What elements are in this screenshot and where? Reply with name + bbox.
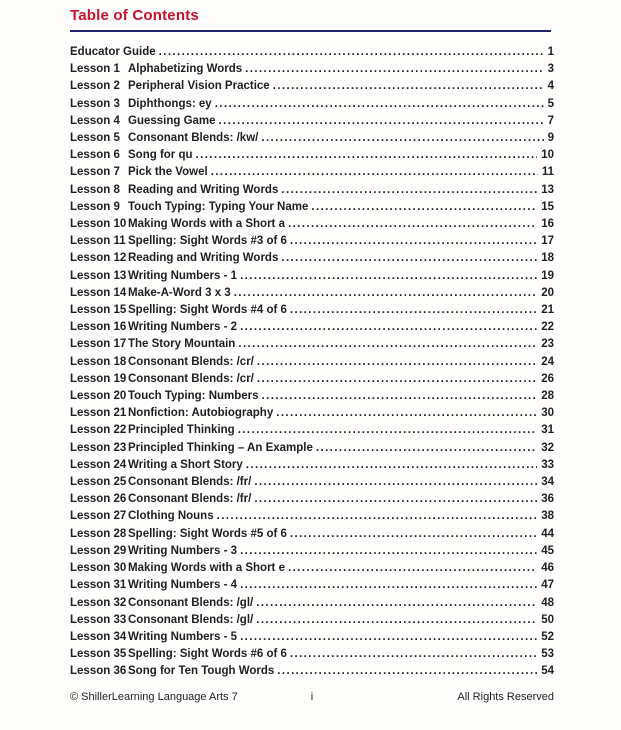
- page-number: 54: [541, 665, 554, 678]
- toc-entry: [70, 216, 554, 233]
- entry-title: Writing Numbers - 2: [128, 321, 238, 334]
- toc-entry: [70, 612, 554, 629]
- page-number: 31: [541, 424, 554, 437]
- entry-title: Consonant Blends: /cr/: [128, 355, 254, 368]
- toc-entry: [70, 250, 554, 267]
- entry-title: Song for Ten Tough Words: [128, 665, 275, 678]
- page-number: 28: [541, 390, 554, 403]
- page-number: 48: [541, 596, 554, 609]
- toc-entry: [70, 646, 554, 663]
- lesson-number: Lesson 36: [70, 665, 127, 678]
- dot-leader: [288, 216, 537, 233]
- lesson-number: Lesson 25: [70, 476, 127, 489]
- page-number: 5: [547, 97, 554, 110]
- entry-title: Pick the Vowel: [128, 166, 208, 179]
- footer-page-number: i: [310, 691, 314, 703]
- dot-leader: [217, 508, 538, 525]
- title-rule: [70, 30, 551, 32]
- dot-leader: [288, 560, 537, 577]
- toc-entry: [70, 354, 554, 371]
- entry-title: Reading and Writing Words: [128, 183, 279, 196]
- page-number: 18: [541, 252, 554, 265]
- entry-title: Principled Thinking – An Example: [128, 441, 313, 454]
- dot-leader: [290, 646, 537, 663]
- entry-title: Alphabetizing Words: [128, 63, 243, 76]
- dot-leader: [240, 577, 537, 594]
- entry-title: Diphthongs: ey: [128, 97, 212, 110]
- dot-leader: [238, 336, 537, 353]
- dot-leader: [261, 130, 543, 147]
- entry-title: Writing Numbers - 1: [128, 269, 238, 282]
- dot-leader: [256, 595, 537, 612]
- toc-entry: [70, 663, 554, 680]
- dot-leader: [316, 440, 537, 457]
- lesson-number: Lesson 17: [70, 338, 127, 351]
- toc-entry: [70, 508, 554, 525]
- entry-title: Consonant Blends: /kw/: [128, 132, 259, 145]
- lesson-number: Lesson 18: [70, 355, 127, 368]
- toc-entry: [70, 182, 554, 199]
- lesson-number: Lesson 22: [70, 424, 127, 437]
- toc-entry: [70, 440, 554, 457]
- page-number: 4: [547, 80, 554, 93]
- dot-leader: [159, 44, 544, 61]
- lesson-number: Lesson 20: [70, 390, 127, 403]
- toc-entry: [70, 96, 554, 113]
- dot-leader: [246, 457, 537, 474]
- entry-title: Spelling: Sight Words #3 of 6: [128, 235, 287, 248]
- lesson-number: Lesson 27: [70, 510, 127, 523]
- toc-entry: [70, 405, 554, 422]
- page-number: 22: [541, 321, 554, 334]
- page-number: 24: [541, 355, 554, 368]
- dot-leader: [290, 526, 537, 543]
- entry-title: Clothing Nouns: [128, 510, 214, 523]
- lesson-number: Lesson 30: [70, 562, 127, 575]
- lesson-number: Lesson 10: [70, 218, 127, 231]
- lesson-number: Lesson 14: [70, 286, 127, 299]
- entry-title: Consonant Blends: /gl/: [128, 596, 254, 609]
- dot-leader: [281, 182, 537, 199]
- toc-entry: [70, 491, 554, 508]
- entry-title: Writing Numbers - 4: [128, 579, 238, 592]
- toc-entry: [70, 422, 554, 439]
- lesson-number: Lesson 9: [70, 200, 120, 213]
- lesson-number: Lesson 3: [70, 97, 120, 110]
- entry-title: Touch Typing: Numbers: [128, 390, 259, 403]
- page-number: 11: [541, 166, 554, 179]
- toc-entry: [70, 147, 554, 164]
- lesson-number: Lesson 7: [70, 166, 120, 179]
- entry-title: Making Words with a Short e: [128, 562, 285, 575]
- page-number: 33: [541, 458, 554, 471]
- entry-title: Spelling: Sight Words #6 of 6: [128, 648, 287, 661]
- toc-entry: [70, 629, 554, 646]
- dot-leader: [211, 164, 538, 181]
- lesson-number: Lesson 26: [70, 493, 127, 506]
- dot-leader: [245, 61, 543, 78]
- entry-title: Song for qu: [128, 149, 193, 162]
- entry-title: Reading and Writing Words: [128, 252, 279, 265]
- page-number: 26: [541, 372, 554, 385]
- dot-leader: [254, 474, 537, 491]
- entry-title: Writing Numbers - 3: [128, 544, 238, 557]
- page-number: 38: [541, 510, 554, 523]
- lesson-number: Lesson 21: [70, 407, 127, 420]
- page-number: 3: [547, 63, 554, 76]
- dot-leader: [277, 663, 537, 680]
- dot-leader: [276, 405, 537, 422]
- toc-entry: [70, 285, 554, 302]
- entry-title: Making Words with a Short a: [128, 218, 285, 231]
- dot-leader: [240, 268, 537, 285]
- page-number: 13: [541, 183, 554, 196]
- toc-entry: [70, 595, 554, 612]
- lesson-number: Lesson 19: [70, 372, 127, 385]
- page-number: 1: [547, 46, 554, 58]
- lesson-number: Lesson 12: [70, 252, 127, 265]
- page-title: Table of Contents: [70, 7, 199, 24]
- toc-list: [70, 44, 554, 681]
- entry-title: The Story Mountain: [128, 338, 236, 351]
- dot-leader: [262, 388, 538, 405]
- dot-leader: [219, 113, 544, 130]
- toc-entry: [70, 526, 554, 543]
- page-number: 45: [541, 544, 554, 557]
- dot-leader: [238, 422, 538, 439]
- lesson-number: Lesson 34: [70, 630, 127, 643]
- entry-title: Peripheral Vision Practice: [128, 80, 270, 93]
- lesson-number: Lesson 32: [70, 596, 127, 609]
- page-number: 52: [541, 630, 554, 643]
- toc-entry: [70, 336, 554, 353]
- toc-entry: [70, 44, 554, 61]
- lesson-number: Lesson 2: [70, 80, 120, 93]
- page-number: 30: [541, 407, 554, 420]
- toc-entry: [70, 113, 554, 130]
- dot-leader: [256, 612, 537, 629]
- toc-entry: [70, 457, 554, 474]
- dot-leader: [196, 147, 538, 164]
- lesson-number: Lesson 31: [70, 579, 127, 592]
- lesson-number: Lesson 15: [70, 304, 127, 317]
- toc-entry: [70, 302, 554, 319]
- lesson-number: Lesson 16: [70, 321, 127, 334]
- lesson-number: Lesson 13: [70, 269, 127, 282]
- entry-title: Touch Typing: Typing Your Name: [128, 200, 309, 213]
- toc-entry: [70, 371, 554, 388]
- dot-leader: [257, 371, 537, 388]
- page-number: 15: [541, 200, 554, 213]
- dot-leader: [254, 491, 537, 508]
- toc-entry: [70, 130, 554, 147]
- entry-title: Make-A-Word 3 x 3: [128, 286, 231, 299]
- entry-title: Consonant Blends: /cr/: [128, 372, 254, 385]
- footer-copyright: © ShillerLearning Language Arts 7: [70, 691, 238, 703]
- lesson-number: Lesson 29: [70, 544, 127, 557]
- toc-entry: [70, 61, 554, 78]
- page-number: 16: [541, 218, 554, 231]
- dot-leader: [290, 302, 537, 319]
- toc-entry: [70, 199, 554, 216]
- page-number: 46: [541, 562, 554, 575]
- dot-leader: [257, 354, 537, 371]
- toc-entry: [70, 233, 554, 250]
- page-number: 53: [541, 648, 554, 661]
- page-number: 19: [541, 269, 554, 282]
- dot-leader: [215, 96, 544, 113]
- toc-entry: [70, 268, 554, 285]
- lesson-number: Lesson 8: [70, 183, 120, 196]
- lesson-number: Lesson 4: [70, 114, 120, 127]
- page-number: 50: [541, 613, 554, 626]
- entry-title: Consonant Blends: /fr/: [128, 493, 252, 506]
- page-number: 21: [541, 304, 554, 317]
- page-number: 17: [541, 235, 554, 248]
- dot-leader: [240, 319, 537, 336]
- lesson-number: Lesson 23: [70, 441, 127, 454]
- dot-leader: [290, 233, 537, 250]
- entry-title: Writing a Short Story: [128, 458, 243, 471]
- toc-entry: [70, 474, 554, 491]
- page-number: 44: [541, 527, 554, 540]
- page-number: 10: [541, 149, 554, 162]
- page-number: 32: [541, 441, 554, 454]
- page-number: 34: [541, 476, 554, 489]
- dot-leader: [311, 199, 537, 216]
- entry-title: Writing Numbers - 5: [128, 630, 238, 643]
- dot-leader: [234, 285, 538, 302]
- entry-title: Consonant Blends: /gl/: [128, 613, 254, 626]
- lesson-number: Lesson 6: [70, 149, 120, 162]
- entry-title: Spelling: Sight Words #4 of 6: [128, 304, 287, 317]
- lesson-number: Lesson 24: [70, 458, 127, 471]
- toc-entry: [70, 78, 554, 95]
- footer-rights: All Rights Reserved: [457, 691, 554, 703]
- dot-leader: [240, 543, 537, 560]
- entry-title: Spelling: Sight Words #5 of 6: [128, 527, 287, 540]
- entry-title: Consonant Blends: /fr/: [128, 476, 252, 489]
- toc-entry: [70, 543, 554, 560]
- page-number: 23: [541, 338, 554, 351]
- page-number: 7: [547, 114, 554, 127]
- entry-title: Principled Thinking: [128, 424, 235, 437]
- lesson-number: Lesson 35: [70, 648, 127, 661]
- entry-title: Guessing Game: [128, 114, 216, 127]
- page-number: 36: [541, 493, 554, 506]
- entry-title: Nonfiction: Autobiography: [128, 407, 274, 420]
- lesson-number: Lesson 5: [70, 132, 120, 145]
- dot-leader: [273, 78, 544, 95]
- dot-leader: [281, 250, 537, 267]
- lesson-number: Lesson 11: [70, 235, 126, 248]
- page-number: 20: [541, 286, 554, 299]
- page-number: 47: [541, 579, 554, 592]
- lesson-number: Lesson 1: [70, 63, 120, 76]
- toc-entry: [70, 319, 554, 336]
- entry-title: Educator Guide: [70, 46, 156, 58]
- dot-leader: [240, 629, 537, 646]
- toc-entry: [70, 560, 554, 577]
- lesson-number: Lesson 28: [70, 527, 127, 540]
- lesson-number: Lesson 33: [70, 613, 127, 626]
- toc-entry: [70, 388, 554, 405]
- toc-entry: [70, 164, 554, 181]
- toc-entry: [70, 577, 554, 594]
- page-number: 9: [547, 132, 554, 145]
